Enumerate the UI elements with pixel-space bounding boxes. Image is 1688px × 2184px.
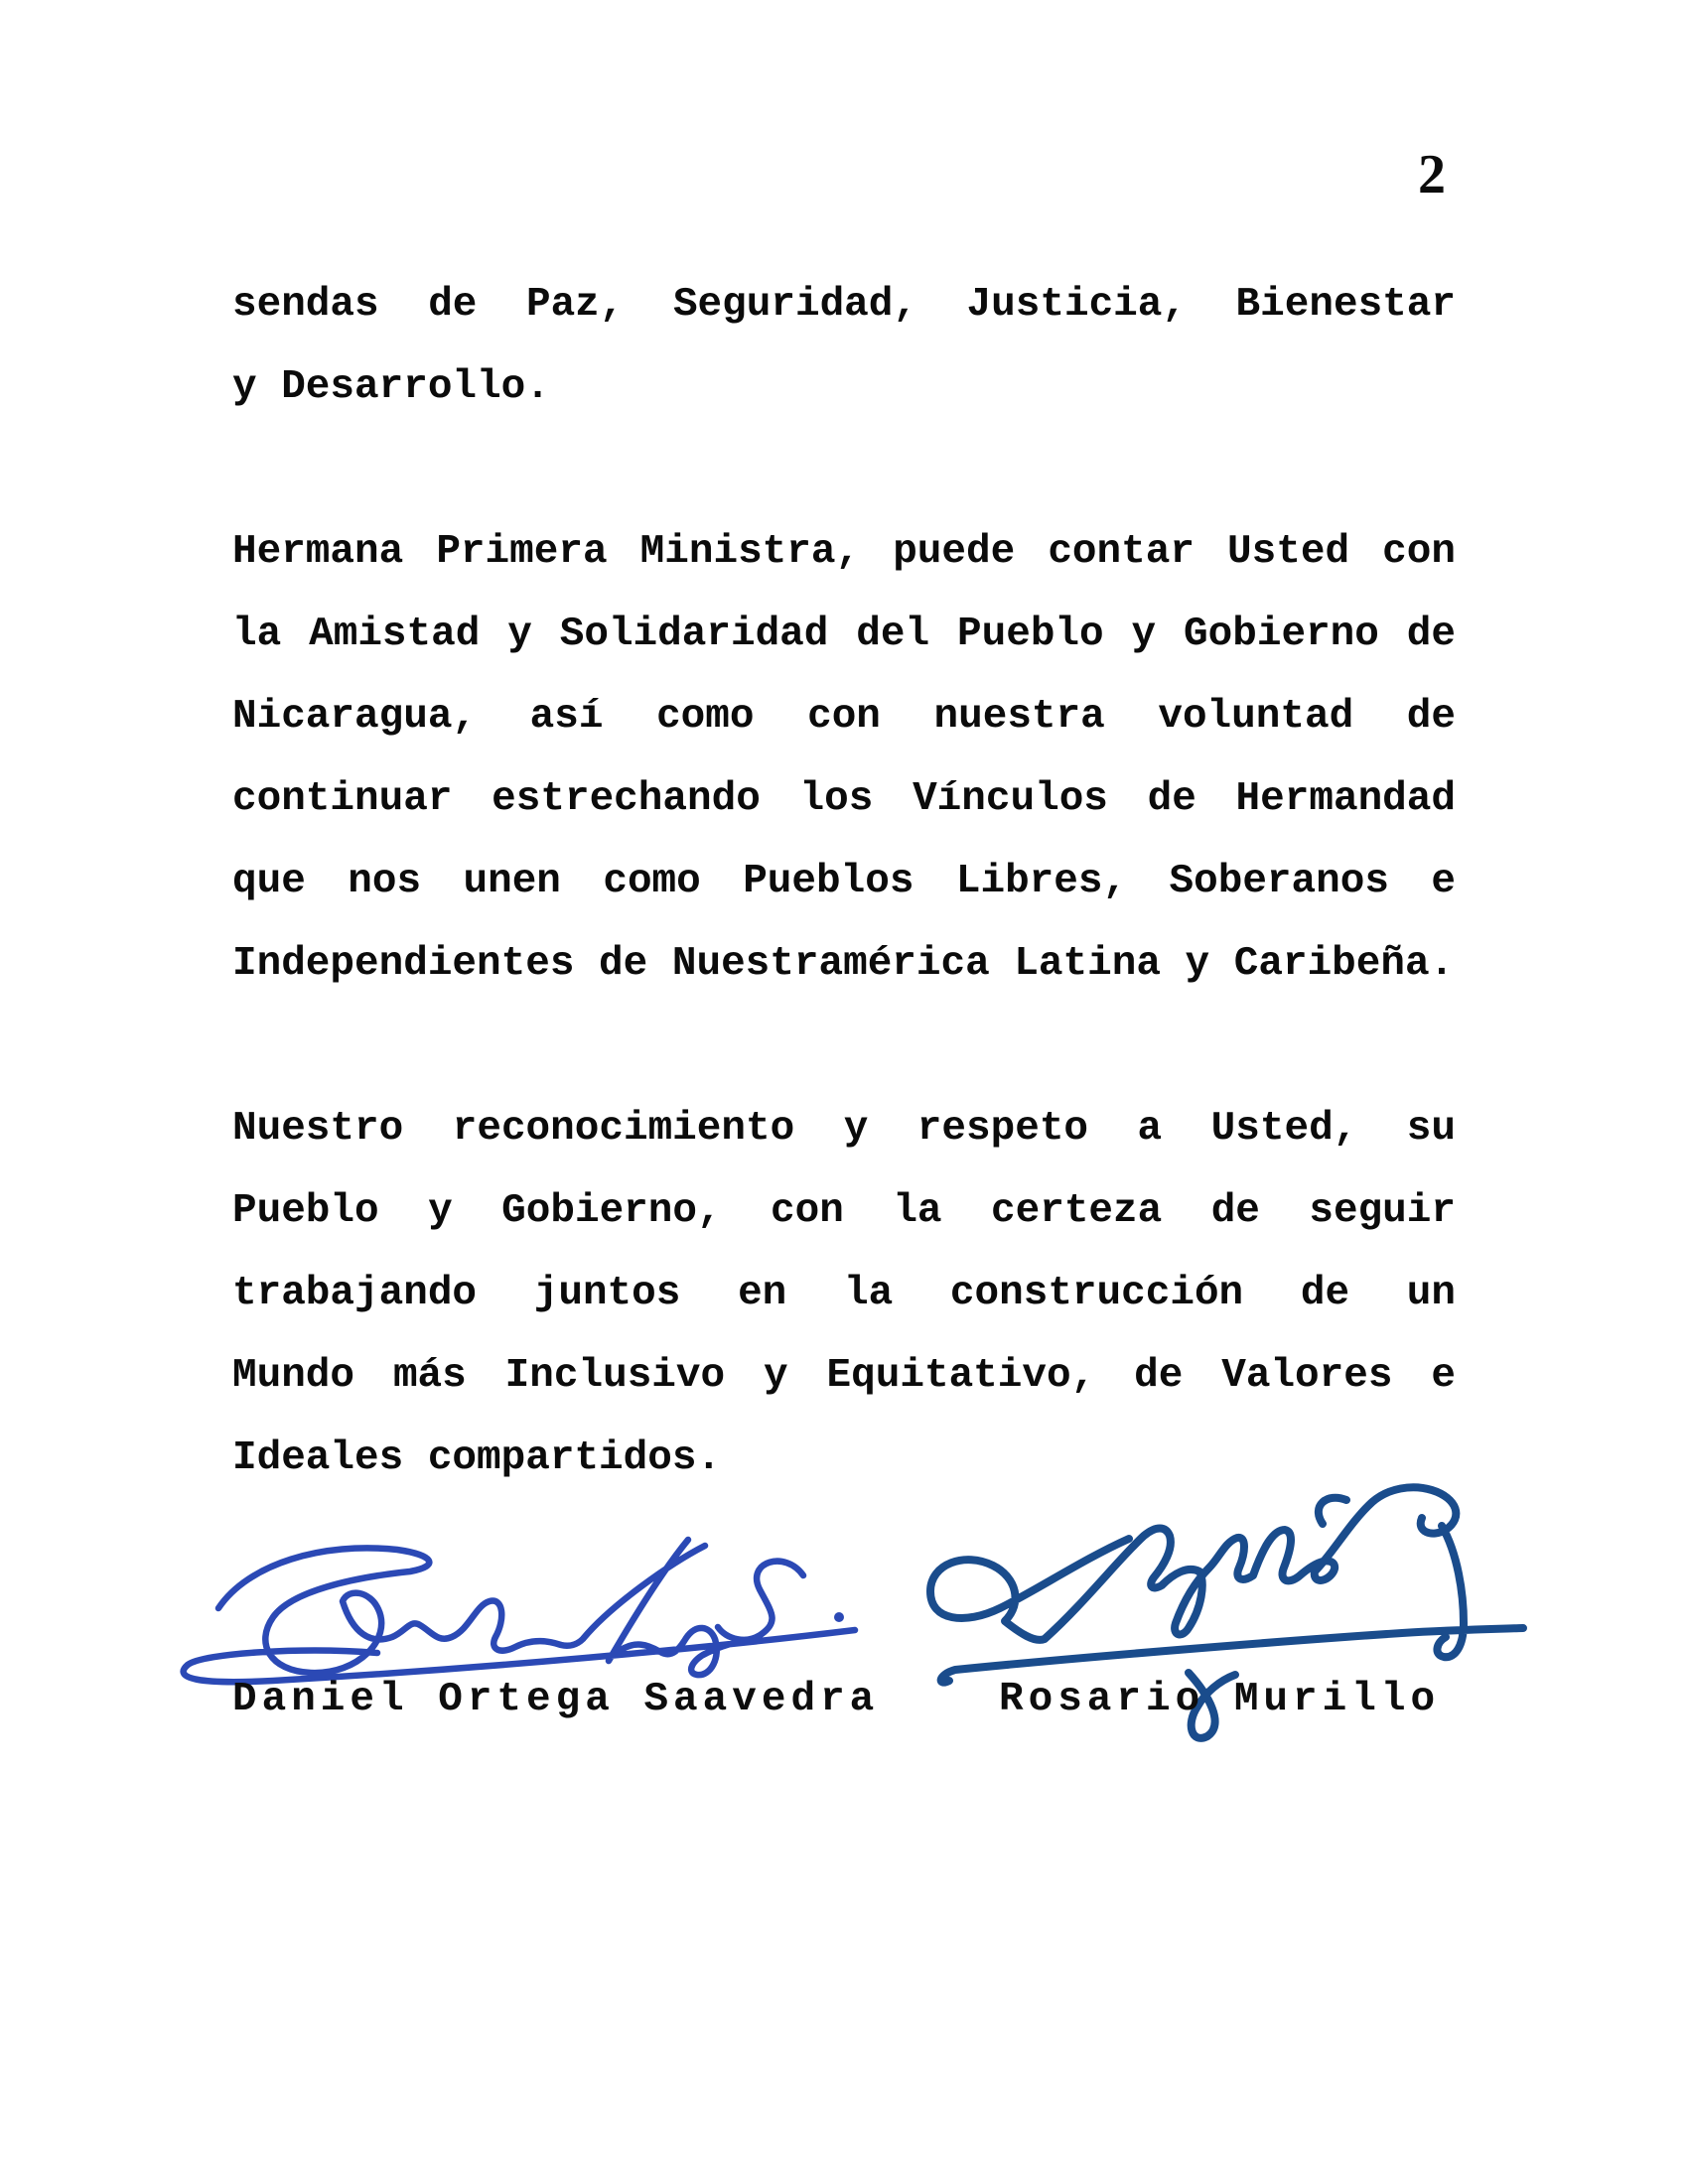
paragraph: [232, 264, 1456, 429]
page-number: 2: [1418, 144, 1446, 205]
text-line: la Amistad y Solidaridad del Pueblo y Gobierno de: [232, 612, 1456, 657]
text-line: que nos unen como Pueblos Libres, Soberanos e: [232, 859, 1456, 904]
text-line: Nuestro reconocimiento y respeto a Usted, su: [232, 1106, 1456, 1152]
text-line: Independientes de Nuestramérica Latina y Caribeña.: [232, 941, 1455, 987]
text-line: Hermana Primera Ministra, puede contar Usted con: [232, 529, 1456, 575]
paragraph: [232, 511, 1456, 1006]
text-line: Nicaragua, así como con nuestra voluntad de: [232, 694, 1456, 740]
text-line: trabajando juntos en la construcción de un: [232, 1271, 1456, 1316]
text-line: continuar estrechando los Vínculos de Hermandad: [232, 776, 1456, 822]
paragraph: [232, 1088, 1456, 1500]
text-line: sendas de Paz, Seguridad, Justicia, Bienestar: [232, 282, 1456, 328]
text-line: y Desarrollo.: [232, 364, 550, 410]
signatory-name-rosario-murillo: Rosario Murillo: [999, 1677, 1441, 1722]
ortega-signature-icon: [144, 1534, 879, 1693]
text-line: Pueblo y Gobierno, con la certeza de seguir: [232, 1188, 1456, 1234]
letter-body: [232, 264, 1456, 1500]
signatory-name-daniel-ortega: Daniel Ortega Saavedra: [232, 1677, 880, 1722]
text-line: Ideales compartidos.: [232, 1435, 722, 1481]
text-line: Mundo más Inclusivo y Equitativo, de Valores e: [232, 1353, 1456, 1399]
